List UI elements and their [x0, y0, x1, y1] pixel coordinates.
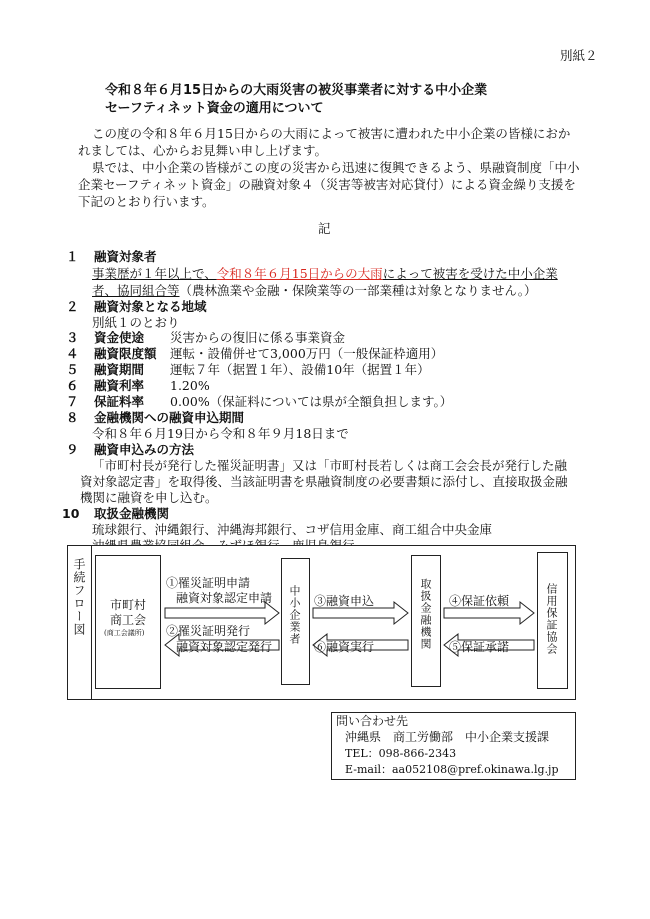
sme-label: 中小企業者 — [288, 585, 301, 645]
item-5: ５ 融資期間 運転７年（据置１年）、設備10年（据置１年） — [66, 362, 430, 377]
intro-p2b: 企業セーフティネット資金」の融資対象４（災害等被害対応貸付）による資金繰り支援を — [78, 177, 576, 192]
contact-tel: TEL：098-866-2343 — [345, 747, 457, 760]
item-9-line1: 「市町村長が発行した罹災証明書」又は「市町村長若しくは商工会会長が発行した融 — [92, 458, 568, 473]
ki-label: 記 — [318, 221, 331, 236]
municipality-line1: 市町村 — [110, 598, 147, 612]
contact-email: E-mail：aa052108@pref.okinawa.lg.jp — [345, 763, 559, 776]
item-6: ６ 融資利率 1.20% — [66, 378, 210, 393]
item-9-heading: ９ 融資申込みの方法 — [66, 442, 195, 457]
item-2-body: 別紙１のとおり — [92, 315, 180, 330]
intro-p2c: 下記のとおり行います。 — [78, 194, 215, 209]
item-1-line2: 者、協同組合等（農林漁業や金融・保険業等の一部業種は対象となりません。） — [92, 283, 537, 298]
flow-a1-line1: ①罹災証明申請 — [166, 576, 251, 590]
item-9-line2: 資対象認定書」を取得後、当該証明書を県融資制度の必要書類に添付し、直接取扱金融 — [80, 474, 568, 489]
item-8-heading: ８ 金融機関への融資申込期間 — [66, 410, 245, 425]
guarantee-label: 信用保証協会 — [545, 583, 558, 655]
flow-label: 手続フロー図 — [72, 558, 86, 636]
flow-a6: ⑥融資実行 — [314, 640, 375, 654]
item-9-line3: 機関に融資を申し込む。 — [80, 490, 218, 505]
bank-label: 取扱金融機関 — [419, 578, 432, 650]
flow-a2-line1: ②罹災証明発行 — [166, 624, 251, 638]
item-3: ３ 資金使途 災害からの復旧に係る事業資金 — [66, 330, 346, 345]
flow-a1-line2: 融資対象認定申請 — [176, 591, 273, 605]
item-2-heading: ２ 融資対象となる地域 — [66, 299, 207, 314]
item-8-body: 令和８年６月19日から令和８年９月18日まで — [92, 426, 349, 441]
doc-title-line2: セーフティネット資金の適用について — [105, 101, 324, 116]
intro-p2a: 県では、中小企業の皆様がこの度の災害から迅速に復興できるよう、県融資制度「中小 — [92, 160, 580, 175]
intro-p1a: この度の令和８年６月15日からの大雨によって被害に遭われた中小企業の皆様におか — [92, 126, 571, 141]
item-10-line1: 琉球銀行、沖縄銀行、沖縄海邦銀行、コザ信用金庫、商工組合中央金庫 — [92, 522, 493, 537]
item-7: ７ 保証料率 0.00%（保証料については県が全額負担します。） — [66, 394, 453, 409]
item-1-heading: １ 融資対象者 — [66, 249, 157, 264]
flow-a2-line2: 融資対象認定発行 — [176, 640, 273, 654]
contact-org: 沖縄県 商工労働部 中小企業支援課 — [345, 730, 550, 744]
intro-p1b: れましては、心からお見舞い申し上げます。 — [78, 143, 328, 158]
flow-a5: ⑤保証承諾 — [449, 640, 510, 654]
flow-a4: ④保証依頼 — [449, 594, 510, 608]
attachment-label: 別紙２ — [560, 48, 598, 63]
municipality-line2: 商工会 — [110, 613, 147, 627]
item-1-line1: 事業歴が１年以上で、令和８年６月15日からの大雨によって被害を受けた中小企業 — [92, 266, 558, 281]
doc-title-line1: 令和８年６月15日からの大雨災害の被災事業者に対する中小企業 — [105, 83, 488, 98]
flow-a3: ③融資申込 — [314, 594, 375, 608]
item-4: ４ 融資限度額 運転・設備併せて3,000万円（一般保証枠適用） — [66, 346, 444, 361]
contact-heading: 問い合わせ先 — [336, 714, 409, 728]
item-10-heading: 10 取扱金融機関 — [62, 506, 170, 521]
municipality-sub: (商工会議所) — [104, 629, 145, 637]
